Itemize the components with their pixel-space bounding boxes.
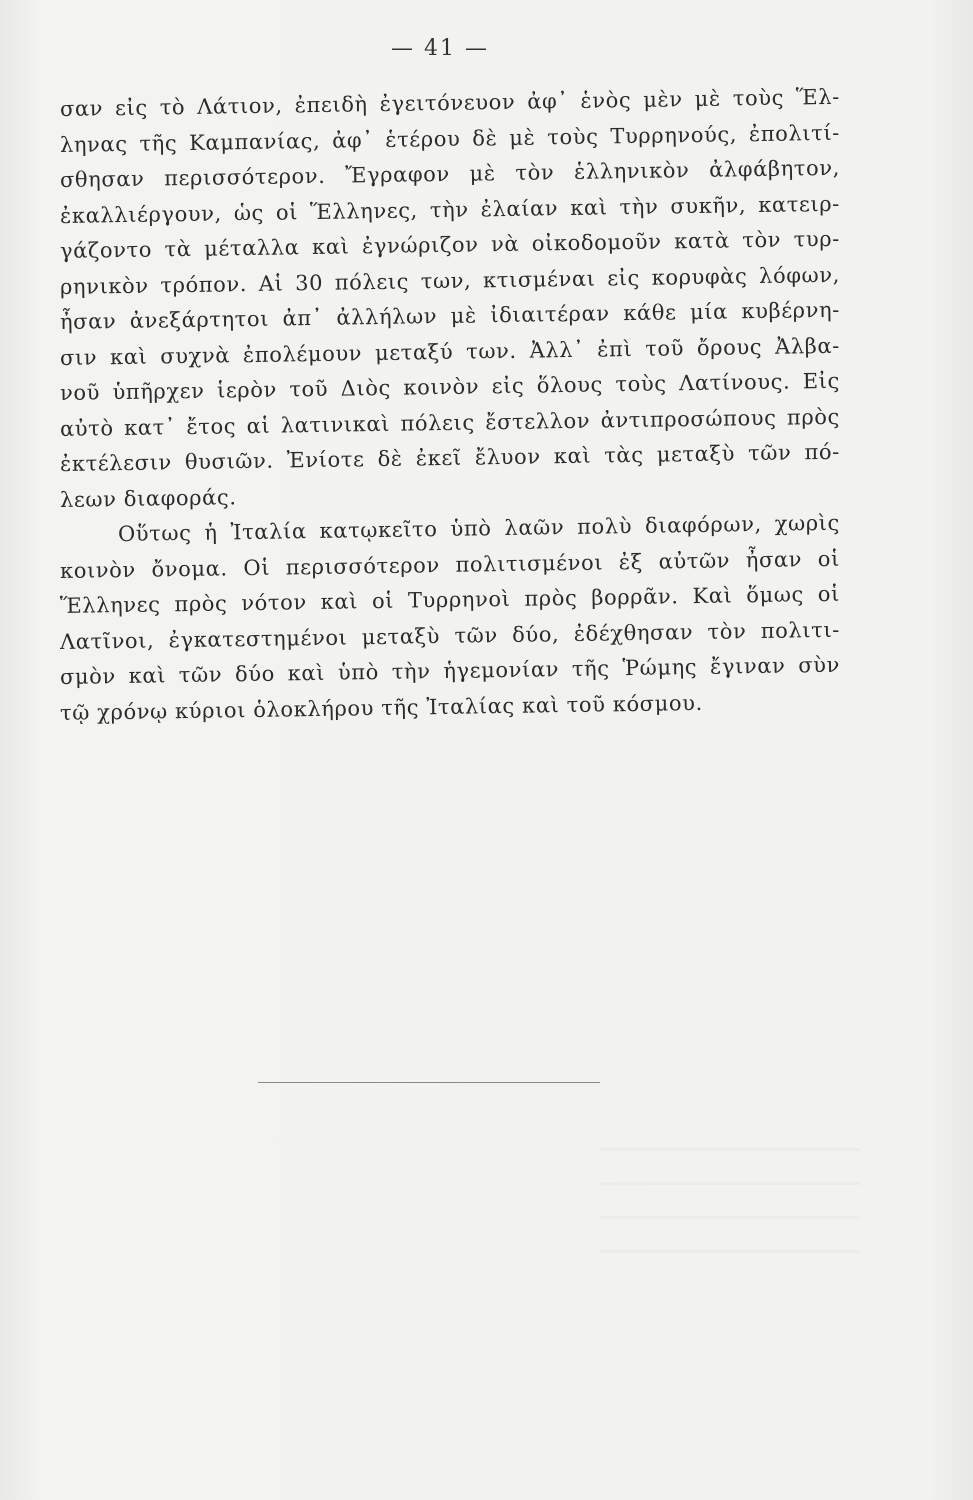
text-line: σιν καὶ συχνὰ ἐπολέμουν μεταξύ των. Ἀλλ᾽ ἐπὶ τοῦ ὄρους Ἀλβα-: [59, 333, 841, 370]
text-line: αὐτὸ κατ᾽ ἔτος αἱ λατινικαὶ πόλεις ἔστελλον ἀντιπροσώπους πρὸς: [59, 404, 841, 441]
text-line: σθησαν περισσότερον. Ἔγραφον μὲ τὸν ἑλληνικὸν ἀλφάβητον,: [59, 155, 841, 192]
text-line: κοινὸν ὄνομα. Οἱ περισσότερον πολιτισμένοι ἐξ αὐτῶν ἦσαν οἱ: [59, 546, 841, 583]
text-line: Ἕλληνες πρὸς νότον καὶ οἱ Τυρρηνοὶ πρὸς βορρᾶν. Καὶ ὅμως οἱ: [59, 581, 841, 618]
text-line: ἦσαν ἀνεξάρτητοι ἀπ᾽ ἀλλήλων μὲ ἰδιαιτέραν κάθε μία κυβέρνη-: [59, 297, 841, 334]
show-through-shadow: [600, 1148, 860, 1278]
text-line: τῷ χρόνῳ κύριοι ὁλοκλήρου τῆς Ἰταλίας καὶ τοῦ κόσμου.: [59, 690, 703, 725]
text-line: νοῦ ὑπῆρχεν ἱερὸν τοῦ Διὸς κοινὸν εἰς ὅλους τοὺς Λατίνους. Εἰς: [59, 368, 841, 405]
text-line: Οὕτως ἡ Ἰταλία κατῳκεῖτο ὑπὸ λαῶν πολὺ διαφόρων, χωρὶς: [117, 510, 841, 547]
text-line: σμὸν καὶ τῶν δύο καὶ ὑπὸ τὴν ἡγεμονίαν τῆς Ῥώμης ἔγιναν σὺν: [59, 652, 841, 689]
text-line: Λατῖνοι, ἐγκατεστημένοι μεταξὺ τῶν δύο, ἐδέχθησαν τὸν πολιτι-: [59, 617, 841, 654]
page-number: — 41 —: [391, 36, 489, 61]
paragraph-1: [59, 84, 841, 518]
separator-rule: [258, 1082, 600, 1083]
text-line: ληνας τῆς Καμπανίας, ἀφ᾽ ἑτέρου δὲ μὲ τοὺς Τυρρηνούς, ἐπολιτί-: [59, 120, 841, 157]
text-line: γάζοντο τὰ μέταλλα καὶ ἐγνώριζον νὰ οἰκοδομοῦν κατὰ τὸν τυρ-: [59, 226, 841, 263]
text-line: σαν εἰς τὸ Λάτιον, ἐπειδὴ ἐγειτόνευον ἀφ᾽ ἑνὸς μὲν μὲ τοὺς Ἕλ-: [59, 84, 841, 121]
paragraph-2: [59, 510, 841, 731]
body-text: [59, 84, 841, 731]
text-line: λεων διαφοράς.: [59, 484, 237, 512]
text-line: ἐκαλλιέργουν, ὡς οἱ Ἕλληνες, τὴν ἐλαίαν καὶ τὴν συκῆν, κατειρ-: [59, 191, 841, 228]
text-line: ρηνικὸν τρόπον. Αἱ 30 πόλεις των, κτισμέναι εἰς κορυφὰς λόφων,: [59, 262, 841, 299]
text-line: ἐκτέλεσιν θυσιῶν. Ἐνίοτε δὲ ἐκεῖ ἔλυον καὶ τὰς μεταξὺ τῶν πό-: [59, 439, 841, 476]
